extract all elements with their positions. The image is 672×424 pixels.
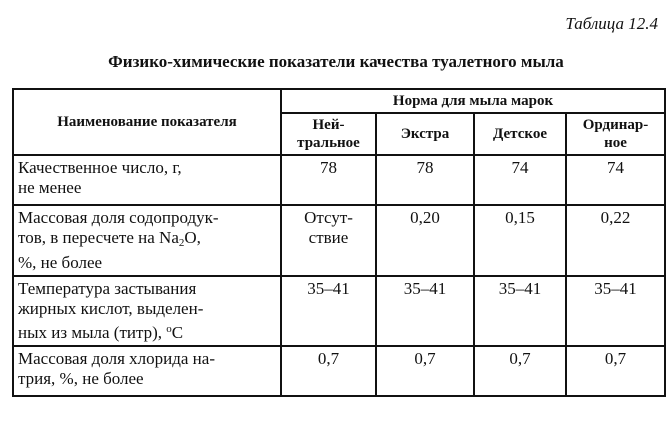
row-name-text: Массовая доля хлорида на- трия, %, не более: [18, 349, 215, 388]
table-cell: 0,7: [281, 346, 376, 396]
column-header-children: Детское: [474, 113, 566, 155]
table-cell: 35–41: [281, 276, 376, 346]
table-cell: 78: [281, 155, 376, 205]
table-cell: 0,7: [566, 346, 665, 396]
table-cell: 0,20: [376, 205, 474, 276]
table-row: [13, 346, 665, 396]
table-title: Физико-химические показатели качества туалетного мыла: [108, 52, 564, 71]
table-cell: 35–41: [566, 276, 665, 346]
table-cell: 35–41: [474, 276, 566, 346]
row-name-quality-number: [13, 155, 281, 205]
table-cell: 0,7: [474, 346, 566, 396]
row-name-titre: [13, 276, 281, 346]
row-name-text: Температура застывания жирных кислот, выделен- ных из мыла (титр),: [18, 279, 204, 342]
table-caption: Таблица 12.4: [565, 14, 658, 33]
table-cell: 0,22: [566, 205, 665, 276]
row-name-text: O, %, не более: [18, 228, 201, 272]
column-header-group: Норма для мыла марок: [281, 89, 665, 113]
table-cell: 78: [376, 155, 474, 205]
row-name-text: Качественное число, г, не менее: [18, 158, 182, 197]
row-name-soda-products: [13, 205, 281, 276]
table-cell: 0,15: [474, 205, 566, 276]
table-cell: 0,7: [376, 346, 474, 396]
subscript: 2: [178, 237, 185, 249]
row-name-text: С: [171, 323, 184, 342]
degree-superscript: о: [166, 323, 172, 335]
column-header-neutral: Ней- тральное: [281, 113, 376, 155]
row-name-text: Массовая доля содопродук- тов, в пересчете на Na: [18, 208, 219, 247]
quality-table: [12, 88, 666, 397]
header-row-group: [13, 89, 665, 113]
table-row: [13, 155, 665, 205]
column-header-ordinary: Ординар- ное: [566, 113, 665, 155]
table-cell: 74: [474, 155, 566, 205]
row-name-sodium-chloride: [13, 346, 281, 396]
table-cell: 74: [566, 155, 665, 205]
table-row: [13, 205, 665, 276]
column-header-name: Наименование показателя: [13, 89, 281, 155]
table-cell: 35–41: [376, 276, 474, 346]
table-row: [13, 276, 665, 346]
table-cell: Отсут- ствие: [281, 205, 376, 276]
column-header-extra: Экстра: [376, 113, 474, 155]
